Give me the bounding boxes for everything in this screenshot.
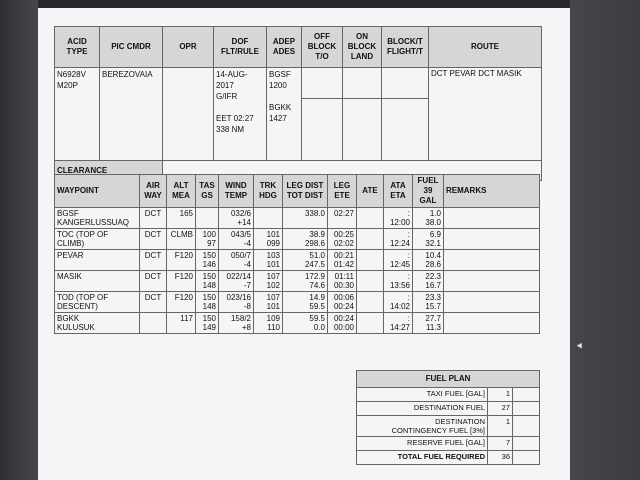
route-cell (429, 68, 542, 161)
alt-mea-value: 117 (180, 314, 193, 323)
remarks-cell (444, 229, 540, 250)
tas-gs-value: 149 (202, 323, 216, 332)
wind-temp-value: 023/16 (226, 293, 251, 302)
leg-tot-dist-cell (283, 208, 328, 229)
leg-tot-dist-value: 74.6 (309, 281, 325, 290)
fuel-value: 10.4 (425, 251, 441, 260)
fuel-plan-table (356, 370, 540, 465)
airway-value: DCT (144, 272, 162, 281)
waypoint-value: BGKK (57, 314, 80, 323)
waypoint-cell (55, 292, 140, 313)
trk-hdg-value: 102 (266, 281, 280, 290)
trk-hdg-value: 109 (266, 314, 280, 323)
col-opr: OPR (163, 27, 214, 68)
waypoint-value: TOD (TOP OF (57, 293, 109, 302)
waypoint-value: KANGERLUSSUAQ (57, 218, 130, 227)
fuel-value: 22.3 (425, 272, 441, 281)
airway-cell (140, 208, 167, 229)
dest-fuel-value: 27 (488, 402, 513, 416)
ate-cell (357, 292, 384, 313)
wind-temp-value: +8 (241, 323, 251, 332)
col-acid-type: ACID TYPE (55, 27, 100, 68)
eet-value: EET 02:27 (216, 114, 254, 123)
ata-eta-value: : (407, 314, 410, 323)
leg-tot-dist-value: 38.9 (309, 230, 325, 239)
trk-hdg-cell (254, 292, 283, 313)
col-trk-hdg: TRK HDG (254, 175, 283, 208)
airway-cell (140, 229, 167, 250)
tas-gs-value: 148 (202, 281, 216, 290)
airway-value: DCT (144, 293, 162, 302)
tas-gs-value: 97 (207, 239, 216, 248)
wind-temp-value: -8 (243, 302, 251, 311)
airway-cell (140, 292, 167, 313)
wind-temp-cell (219, 271, 254, 292)
pic-value: BEREZOVAIA (102, 70, 153, 79)
remarks-cell (444, 292, 540, 313)
col-dof-flt-rule: DOF FLT/RULE (214, 27, 267, 68)
fuel-value: 15.7 (425, 302, 441, 311)
wind-temp-value: -4 (243, 260, 251, 269)
fuel-plan-title: FUEL PLAN (357, 371, 540, 388)
taxi-fuel-value: 1 (488, 388, 513, 402)
ata-eta-cell (384, 313, 413, 334)
adep-time-value: 1200 (269, 81, 287, 90)
leg-tot-dist-cell (283, 271, 328, 292)
ata-eta-value: : (407, 272, 410, 281)
leg-tot-dist-value: 338.0 (304, 209, 325, 218)
monitor-bezel-top (0, 0, 640, 8)
fuel-value: 27.7 (425, 314, 441, 323)
leg-tot-dist-cell (283, 250, 328, 271)
reserve-fuel-label: RESERVE FUEL [GAL] (357, 437, 488, 451)
ata-eta-cell (384, 229, 413, 250)
trk-hdg-value: 103 (266, 251, 280, 260)
nav-log-row (55, 208, 540, 229)
ata-eta-value: : (407, 209, 410, 218)
nav-log-row (55, 313, 540, 334)
col-airway: AIR WAY (140, 175, 167, 208)
leg-tot-dist-value: 59.5 (309, 302, 325, 311)
leg-ete-value: 01:42 (333, 260, 354, 269)
ata-eta-value: : (407, 230, 410, 239)
pic-cmdr-cell (100, 68, 163, 161)
waypoint-value: PEVAR (57, 251, 84, 260)
clearance-label: CLEARANCE (55, 161, 163, 181)
ata-eta-value: : (407, 251, 410, 260)
fuel-cell (413, 250, 444, 271)
wind-temp-value: +14 (237, 218, 251, 227)
fuel-cell (413, 271, 444, 292)
fuel-value: 1.0 (429, 209, 441, 218)
ata-eta-value: 12:00 (389, 218, 410, 227)
wind-temp-cell (219, 208, 254, 229)
dof-cell (214, 68, 267, 161)
waypoint-cell (55, 229, 140, 250)
waypoint-value: DESCENT) (57, 302, 98, 311)
waypoint-cell (55, 271, 140, 292)
leg-ete-value: 00:25 (333, 230, 354, 239)
leg-ete-value: 00:06 (333, 293, 354, 302)
fuel-value: 23.3 (425, 293, 441, 302)
col-alt-mea: ALT MEA (167, 175, 196, 208)
wind-temp-cell (219, 292, 254, 313)
leg-tot-dist-cell (283, 292, 328, 313)
col-fuel: FUEL 39 GAL (413, 175, 444, 208)
wind-temp-value: 050/7 (230, 251, 251, 260)
trk-hdg-cell (254, 250, 283, 271)
trk-hdg-cell (254, 229, 283, 250)
trk-hdg-value: 107 (266, 272, 280, 281)
ata-eta-cell (384, 292, 413, 313)
ata-eta-value: 14:02 (389, 302, 410, 311)
tas-gs-cell (196, 292, 219, 313)
fuel-cell (413, 292, 444, 313)
leg-ete-cell (328, 208, 357, 229)
leg-ete-cell (328, 271, 357, 292)
alt-mea-cell (167, 292, 196, 313)
col-tas-gs: TAS GS (196, 175, 219, 208)
ata-eta-value: 14:27 (389, 323, 410, 332)
monitor-bezel-right (570, 0, 640, 480)
leg-tot-dist-cell (283, 229, 328, 250)
alt-mea-cell (167, 313, 196, 334)
alt-mea-cell (167, 250, 196, 271)
alt-mea-cell (167, 271, 196, 292)
ate-cell (357, 208, 384, 229)
leg-tot-dist-cell (283, 313, 328, 334)
remarks-cell (444, 313, 540, 334)
leg-ete-cell (328, 250, 357, 271)
airway-cell (140, 313, 167, 334)
col-ata-eta: ATA ETA (384, 175, 413, 208)
alt-mea-value: CLMB (170, 230, 193, 239)
contingency-fuel-value: 1 (488, 416, 513, 437)
waypoint-value: KULUSUK (57, 323, 95, 332)
leg-ete-value: 00:24 (333, 314, 354, 323)
block-flight-cell (382, 68, 429, 161)
waypoint-cell (55, 250, 140, 271)
col-leg-tot-dist: LEG DIST TOT DIST (283, 175, 328, 208)
route-value: DCT PEVAR DCT MASIK (431, 69, 522, 78)
leg-ete-value: 02:02 (333, 239, 354, 248)
waypoint-value: TOC (TOP OF (57, 230, 109, 239)
wind-temp-value: 043/5 (230, 230, 251, 239)
leg-ete-value: 00:00 (333, 323, 354, 332)
wind-temp-cell (219, 229, 254, 250)
remarks-cell (444, 250, 540, 271)
wind-temp-value: -4 (243, 239, 251, 248)
trk-hdg-value: 107 (266, 293, 280, 302)
leg-ete-value: 00:21 (333, 251, 354, 260)
tas-gs-value: 150 (202, 251, 216, 260)
reserve-fuel-value: 7 (488, 437, 513, 451)
trk-hdg-cell (254, 313, 283, 334)
acid-value: N6928V (57, 70, 86, 79)
fuel-cell (413, 313, 444, 334)
tas-gs-value: 100 (202, 230, 216, 239)
leg-tot-dist-value: 247.5 (304, 260, 325, 269)
ate-cell (357, 229, 384, 250)
airway-cell (140, 271, 167, 292)
leg-tot-dist-value: 298.6 (304, 239, 325, 248)
wind-temp-cell (219, 250, 254, 271)
tas-gs-cell (196, 271, 219, 292)
waypoint-value: CLIMB) (57, 239, 85, 248)
alt-mea-value: F120 (174, 272, 193, 281)
off-block-cell (302, 68, 343, 161)
wind-temp-value: 158/2 (230, 314, 251, 323)
leg-ete-value: 01:11 (334, 272, 354, 281)
trk-hdg-value: 110 (267, 323, 280, 332)
waypoint-value: BGSF (57, 209, 79, 218)
tas-gs-cell (196, 250, 219, 271)
tas-gs-value: 146 (202, 260, 216, 269)
tas-gs-cell (196, 313, 219, 334)
col-ate: ATE (357, 175, 384, 208)
ata-eta-value: 12:24 (389, 239, 410, 248)
col-adep-ades: ADEP ADES (267, 27, 302, 68)
col-leg-ete: LEG ETE (328, 175, 357, 208)
nav-log-row (55, 250, 540, 271)
fuel-value: 28.6 (425, 260, 441, 269)
alt-mea-cell (167, 229, 196, 250)
airway-value: DCT (144, 209, 162, 218)
opr-cell (163, 68, 214, 161)
tas-gs-value: 150 (202, 314, 216, 323)
col-route: ROUTE (429, 27, 542, 68)
airway-cell (140, 250, 167, 271)
remarks-cell (444, 208, 540, 229)
ate-cell (357, 250, 384, 271)
total-fuel-value: 36 (488, 451, 513, 465)
col-off-block: OFF BLOCK T/O (302, 27, 343, 68)
trk-hdg-value: 099 (266, 239, 280, 248)
leg-ete-cell (328, 229, 357, 250)
tas-gs-value: 148 (202, 302, 216, 311)
adep-ades-cell (267, 68, 302, 161)
wind-temp-value: 032/6 (230, 209, 251, 218)
leg-ete-cell (328, 292, 357, 313)
leg-tot-dist-value: 172.9 (304, 272, 325, 281)
wind-temp-cell (219, 313, 254, 334)
leg-tot-dist-value: 14.9 (309, 293, 325, 302)
airway-value: DCT (144, 251, 162, 260)
trk-hdg-cell (254, 208, 283, 229)
waypoint-value: MASIK (57, 272, 82, 281)
total-fuel-label: TOTAL FUEL REQUIRED (357, 451, 488, 465)
nav-log-row (55, 292, 540, 313)
ata-eta-cell (384, 250, 413, 271)
monitor-bezel-left (0, 0, 38, 480)
wind-temp-value: -7 (243, 281, 251, 290)
col-block-flight: BLOCK/T FLIGHT/T (382, 27, 429, 68)
ata-eta-value: : (407, 293, 410, 302)
alt-mea-value: 165 (179, 209, 193, 218)
waypoint-cell (55, 208, 140, 229)
flight-plan-table (54, 26, 542, 181)
fuel-value: 6.9 (429, 230, 441, 239)
leg-ete-value: 02:27 (333, 209, 354, 218)
fuel-value: 11.3 (426, 323, 441, 332)
leg-ete-cell (328, 313, 357, 334)
nav-log-row (55, 271, 540, 292)
nav-log-table (54, 174, 540, 334)
flight-plan-document (38, 8, 570, 480)
waypoint-cell (55, 313, 140, 334)
trk-hdg-value: 101 (266, 230, 280, 239)
trk-hdg-value: 101 (266, 260, 280, 269)
airway-value: DCT (144, 230, 162, 239)
alt-mea-cell (167, 208, 196, 229)
trk-hdg-cell (254, 271, 283, 292)
col-pic-cmdr: PIC CMDR (100, 27, 163, 68)
fuel-cell (413, 208, 444, 229)
tas-gs-value: 150 (202, 293, 216, 302)
fuel-value: 32.1 (425, 239, 441, 248)
col-wind-temp: WIND TEMP (219, 175, 254, 208)
col-waypoint: WAYPOINT (55, 175, 140, 208)
leg-tot-dist-value: 59.5 (309, 314, 325, 323)
dest-fuel-label: DESTINATION FUEL (357, 402, 488, 416)
ata-eta-cell (384, 271, 413, 292)
acid-type-cell (55, 68, 100, 161)
col-remarks: REMARKS (444, 175, 540, 208)
ate-cell (357, 271, 384, 292)
rule-value: G/IFR (216, 92, 238, 101)
taxi-fuel-label: TAXI FUEL [GAL] (357, 388, 488, 402)
col-on-block: ON BLOCK LAND (343, 27, 382, 68)
fuel-cell (413, 229, 444, 250)
alt-mea-value: F120 (174, 251, 193, 260)
tas-gs-cell (196, 229, 219, 250)
alt-mea-value: F120 (174, 293, 193, 302)
ate-cell (357, 313, 384, 334)
wind-temp-value: 022/14 (226, 272, 251, 281)
on-block-cell (343, 68, 382, 161)
ades-time-value: 1427 (269, 114, 287, 123)
tas-gs-value: 150 (202, 272, 216, 281)
leg-tot-dist-value: 51.0 (309, 251, 325, 260)
ata-eta-value: 12:45 (389, 260, 410, 269)
dof-value: 14-AUG-2017 (216, 70, 248, 90)
nav-log-row (55, 229, 540, 250)
leg-ete-value: 00:24 (333, 302, 354, 311)
dist-value: 338 NM (216, 125, 245, 134)
adep-value: BGSF (269, 70, 291, 79)
ades-value: BGKK (269, 103, 292, 112)
ata-eta-cell (384, 208, 413, 229)
ata-eta-value: 13:56 (389, 281, 410, 290)
fuel-value: 38.0 (425, 218, 441, 227)
remarks-cell (444, 271, 540, 292)
contingency-fuel-label: DESTINATION CONTINGENCY FUEL [3%] (357, 416, 488, 437)
leg-ete-value: 00:30 (333, 281, 354, 290)
trk-hdg-value: 101 (266, 302, 280, 311)
type-value: M20P (57, 81, 78, 90)
leg-tot-dist-value: 0.0 (313, 323, 325, 332)
tas-gs-cell (196, 208, 219, 229)
fuel-value: 16.7 (425, 281, 441, 290)
